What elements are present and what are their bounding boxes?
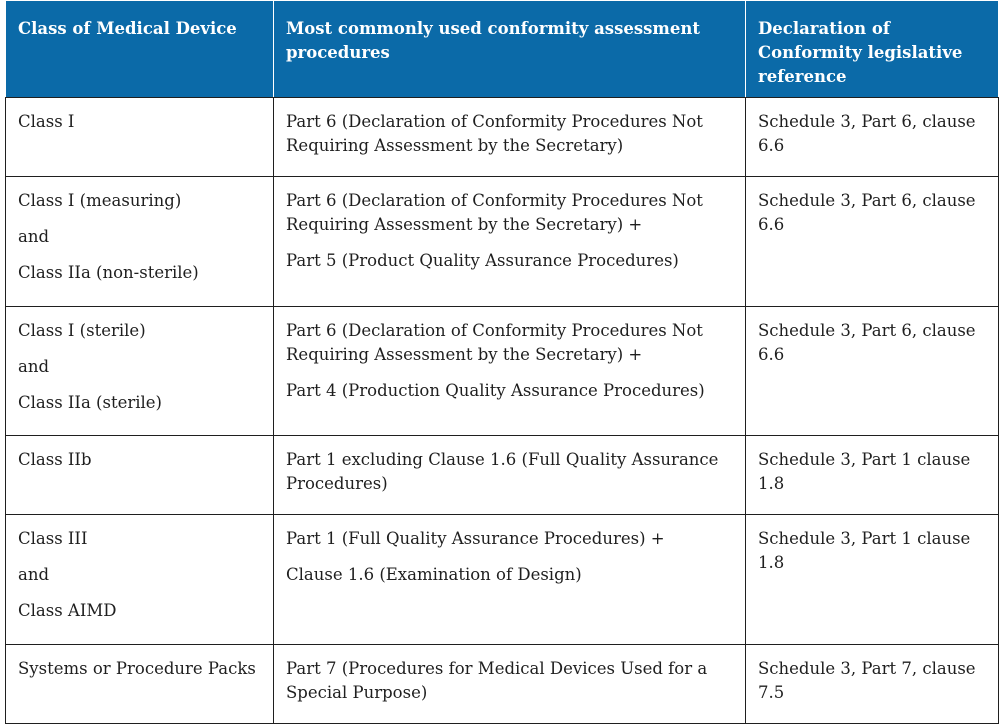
table-row: [6, 177, 999, 306]
procedure-line: Part 6 (Declaration of Conformity Procedures Not Requiring Assessment by the Secretary): [286, 112, 703, 155]
device-class-cell: [6, 435, 274, 514]
procedure-line: Part 7 (Procedures for Medical Devices Used for a Special Purpose): [286, 658, 708, 702]
reference-cell: Schedule 3, Part 6, clause 6.6: [746, 306, 999, 435]
device-class-line: Class I (sterile): [18, 320, 146, 340]
reference-cell: Schedule 3, Part 1 clause 1.8: [746, 435, 999, 514]
device-class-cell: [6, 306, 274, 435]
procedures-cell: [274, 435, 746, 514]
device-class-line: Class I (measuring): [18, 191, 182, 211]
procedure-line: Part 6 (Declaration of Conformity Procedures Not Requiring Assessment by the Secretary) +: [286, 191, 703, 235]
reference-cell: Schedule 3, Part 1 clause 1.8: [746, 515, 999, 644]
device-class-line: and: [18, 565, 50, 585]
reference-cell: Schedule 3, Part 6, clause 6.6: [746, 98, 999, 177]
procedures-cell: [274, 515, 746, 644]
conformity-table: [5, 0, 999, 724]
procedure-line: Part 6 (Declaration of Conformity Procedures Not Requiring Assessment by the Secretary) +: [286, 320, 703, 364]
device-class-line: Systems or Procedure Packs: [18, 658, 256, 678]
table-row: [6, 644, 999, 723]
device-class-line: Class AIMD: [18, 601, 117, 621]
reference-cell: Schedule 3, Part 6, clause 6.6: [746, 177, 999, 306]
procedure-line: Part 4 (Production Quality Assurance Procedures): [286, 380, 705, 400]
table-row: [6, 98, 999, 177]
header-legislative-reference: Declaration of Conformity legislative reference: [746, 1, 999, 98]
procedures-cell: [274, 98, 746, 177]
device-class-line: Class IIa (non-sterile): [18, 263, 199, 283]
table-row: [6, 435, 999, 514]
procedure-line: Part 1 (Full Quality Assurance Procedures) +: [286, 529, 665, 549]
device-class-cell: [6, 515, 274, 644]
device-class-line: Class IIa (sterile): [18, 392, 162, 412]
procedures-cell: [274, 306, 746, 435]
procedure-line: Clause 1.6 (Examination of Design): [286, 565, 582, 585]
table-header-row: [6, 1, 999, 98]
device-class-line: and: [18, 227, 50, 247]
reference-cell: Schedule 3, Part 7, clause 7.5: [746, 644, 999, 723]
device-class-line: and: [18, 356, 50, 376]
device-class-line: Class III: [18, 529, 88, 549]
device-class-cell: [6, 644, 274, 723]
device-class-line: Class IIb: [18, 449, 92, 469]
procedure-line: Part 1 excluding Clause 1.6 (Full Quality Assurance Procedures): [286, 449, 719, 493]
procedure-line: Part 5 (Product Quality Assurance Procedures): [286, 251, 679, 271]
header-procedures: Most commonly used conformity assessment procedures: [274, 1, 746, 98]
device-class-cell: [6, 98, 274, 177]
procedures-cell: [274, 177, 746, 306]
device-class-cell: [6, 177, 274, 306]
header-device-class: Class of Medical Device: [6, 1, 274, 98]
table-row: [6, 306, 999, 435]
procedures-cell: [274, 644, 746, 723]
table-row: [6, 515, 999, 644]
device-class-line: Class I: [18, 112, 75, 131]
